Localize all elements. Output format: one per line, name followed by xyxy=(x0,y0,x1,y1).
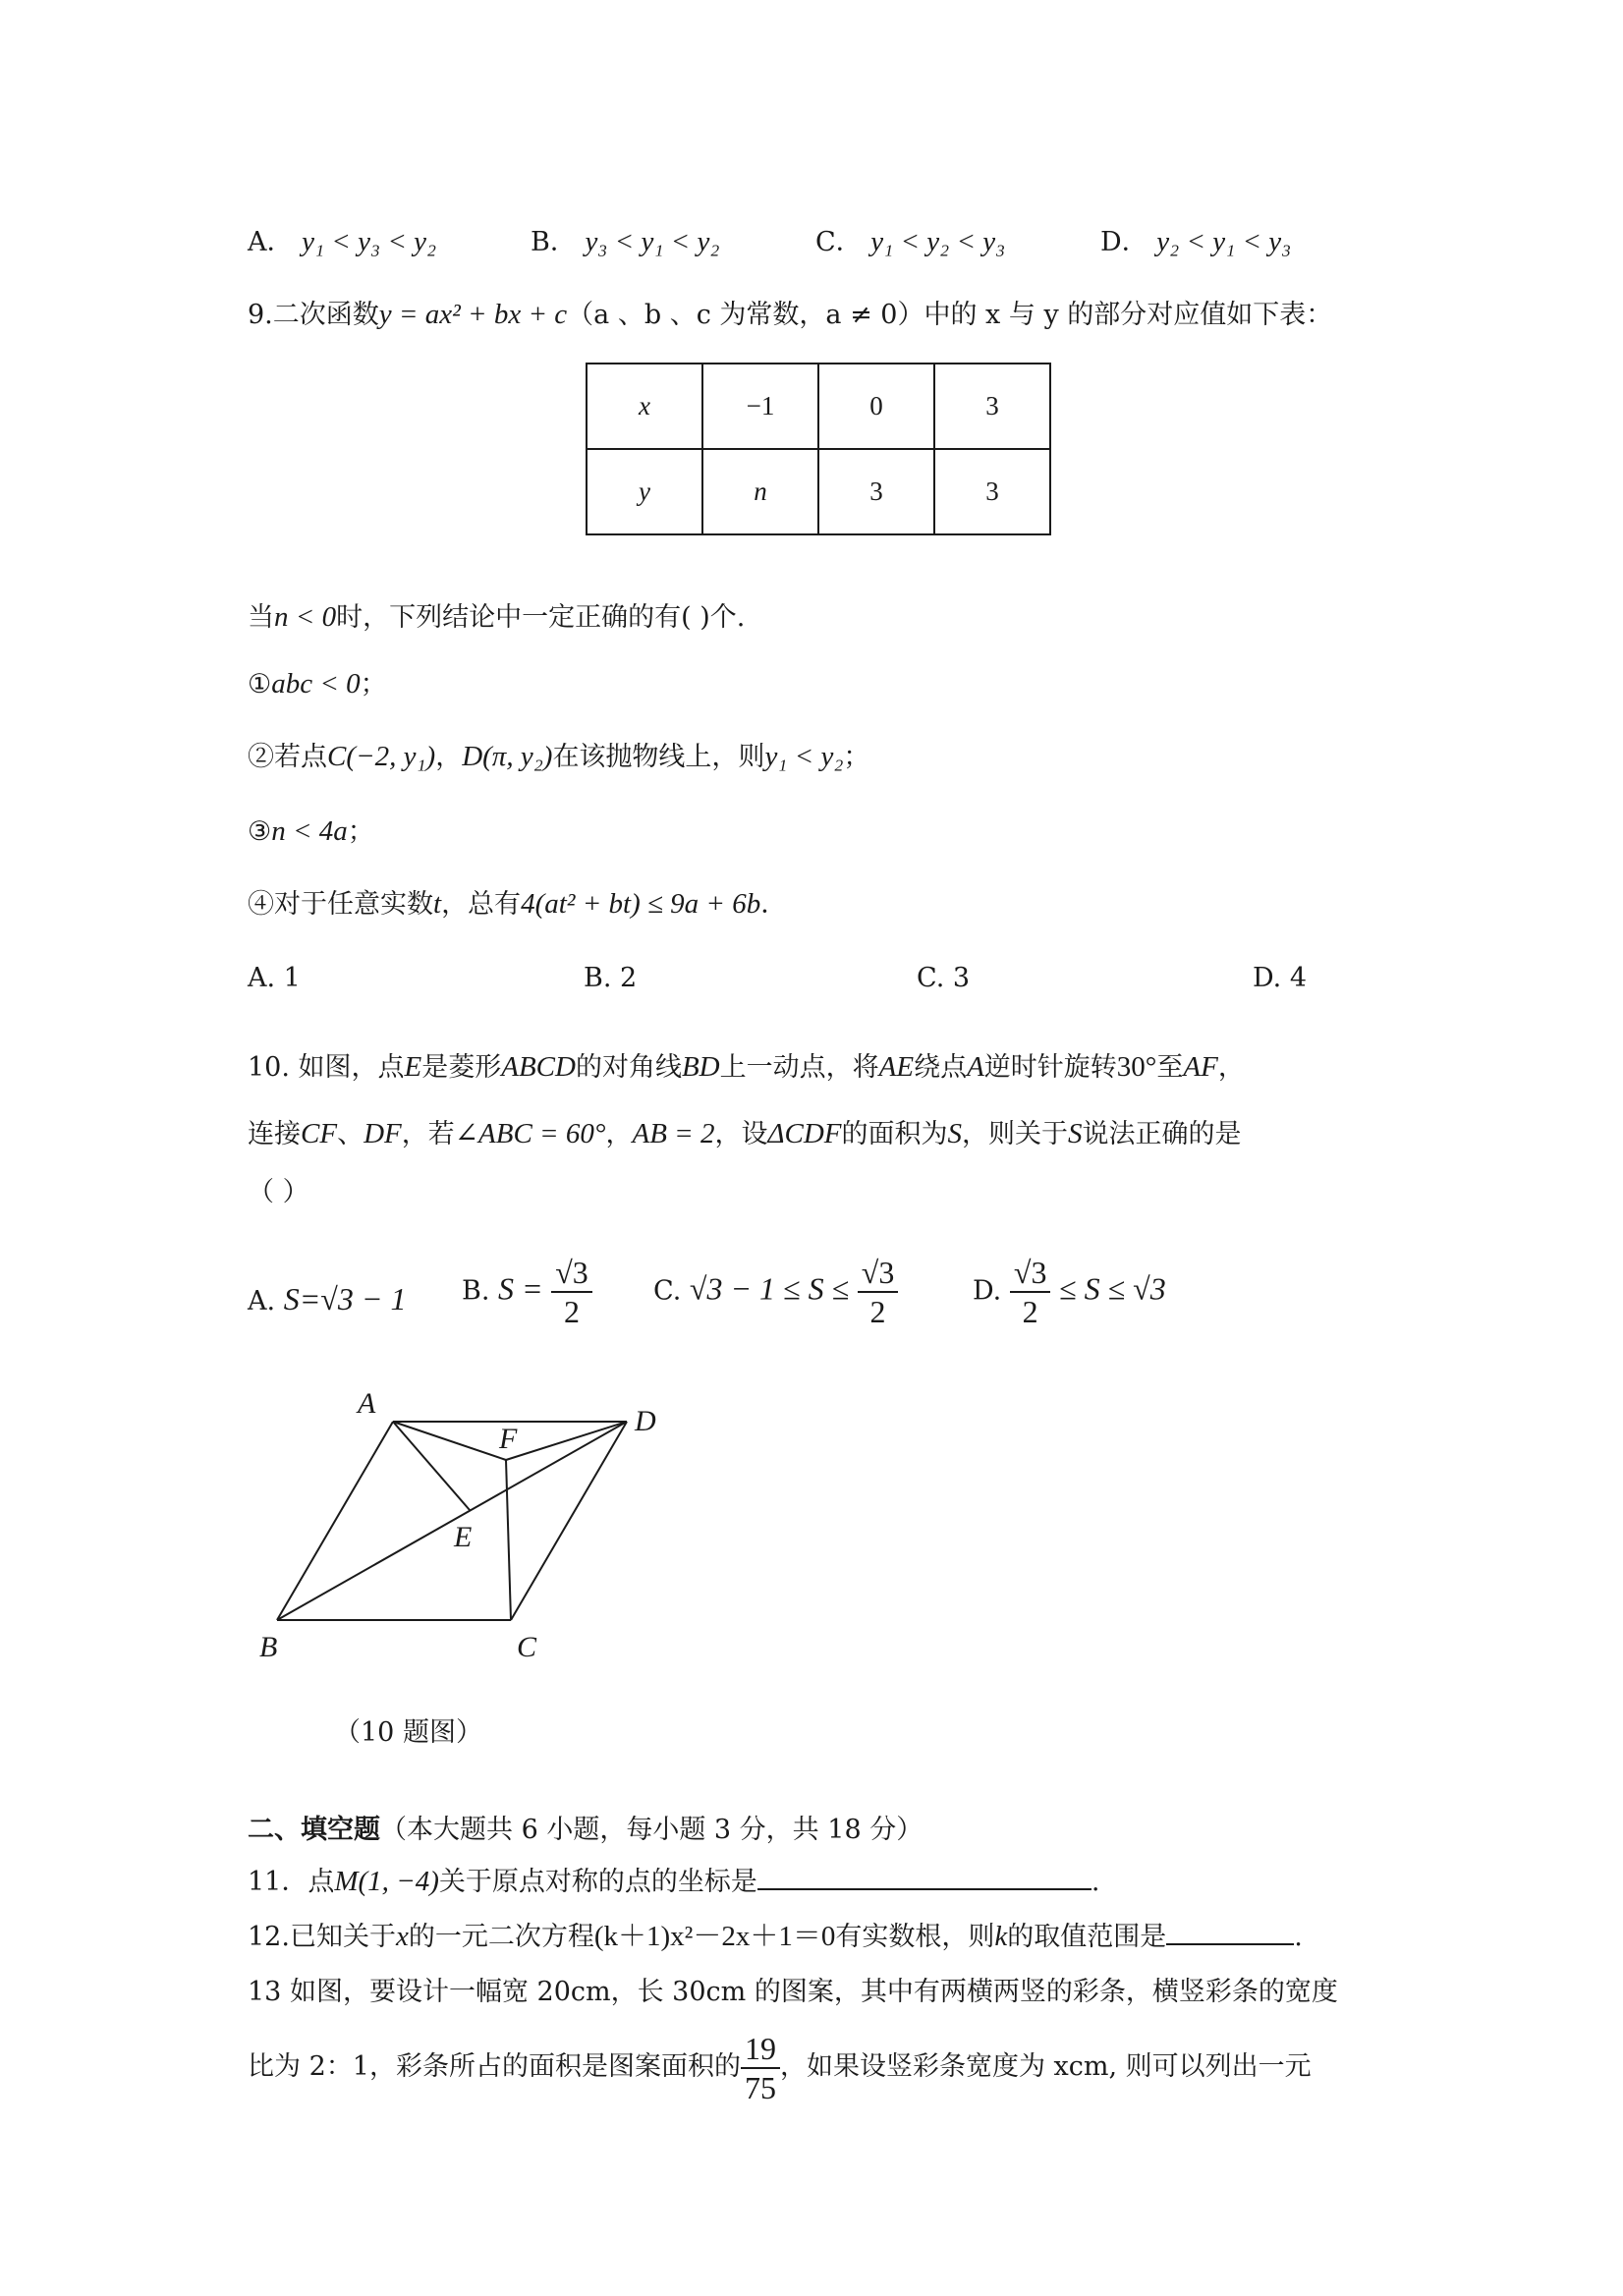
answer-blank xyxy=(757,1863,1091,1890)
q9-statement-4: ④对于任意实数t，总有4(at² + bt) ≤ 9a + 6b． xyxy=(248,888,788,920)
fraction: $\frac{√3}{2}$ xyxy=(1010,1254,1051,1330)
q8-option-d-expr: y₂ < y₁ < y₃ xyxy=(1156,226,1292,257)
table-cell: −1 xyxy=(702,364,818,449)
label-c: C xyxy=(517,1631,537,1663)
answer-blank xyxy=(1166,1918,1294,1945)
section-2-heading xyxy=(248,1813,923,1848)
q10-option-d: D. $\frac{√3}{2}$ ≤ S ≤ √3 xyxy=(973,1255,1166,1329)
q12: 12.已知关于x的一元二次方程(k＋1)x²－2x＋1＝0有实数根，则k的取值范围是 . xyxy=(248,1918,1303,1955)
table-cell: y xyxy=(587,449,702,534)
segment-fc xyxy=(506,1460,511,1620)
q9-function: y = ax² + bx + c xyxy=(378,299,568,330)
q9-statement-1: ①abc < 0； xyxy=(248,668,387,700)
q9-value-table xyxy=(586,363,1051,535)
q9-statement-2: ②若点C(−2, y₁)，D(π, y₂)在该抛物线上，则y₁ < y₂； xyxy=(248,741,870,772)
q13-line-2: 比为 2：1，彩条所占的面积是图案面积的 $\frac{19}{75}$ ，如果设竖彩条宽度为 xcm, 则可以列出一元 xyxy=(248,2030,1312,2105)
q9-option-c: C. 3 xyxy=(917,963,971,993)
label-b: B xyxy=(259,1631,278,1663)
table-row xyxy=(587,364,1050,449)
q8-option-d: D． y₂ < y₁ < y₃ xyxy=(1100,226,1292,257)
q13-line-1: 13 如图，要设计一幅宽 20cm，长 30cm 的图案，其中有两横两竖的彩条，横竖彩条的宽度 xyxy=(248,1977,1338,2007)
q8-option-a-expr: y₁ < y₃ < y₂ xyxy=(302,226,437,257)
label-f: F xyxy=(499,1423,518,1455)
table-row xyxy=(587,449,1050,534)
table-cell: n xyxy=(702,449,818,534)
q9-option-a: A. 1 xyxy=(248,963,301,993)
q8-option-b: B． y₃ < y₁ < y₂ xyxy=(531,226,720,257)
label-d: D xyxy=(635,1405,656,1437)
fraction: $\frac{√3}{2}$ xyxy=(858,1254,899,1330)
q10-line-1: 10. 如图，点E是菱形ABCD的对角线BD上一动点，将AE绕点A逆时针旋转30°至AF， xyxy=(248,1051,1245,1083)
q9-option-d: D. 4 xyxy=(1253,963,1308,993)
q9-option-b: B. 2 xyxy=(584,963,638,993)
table-cell: x xyxy=(587,364,702,449)
edge-ab xyxy=(277,1422,393,1620)
q10-answer-bracket: （ ） xyxy=(248,1177,309,1207)
rhombus-figure xyxy=(236,1375,688,1690)
q9-statement-3: ③n < 4a； xyxy=(248,815,374,847)
q8-option-c-expr: y₁ < y₂ < y₃ xyxy=(870,226,1006,257)
fraction: $\frac{19}{75}$ xyxy=(741,2030,780,2106)
table-cell: 3 xyxy=(934,364,1050,449)
table-cell: 3 xyxy=(934,449,1050,534)
label-e: E xyxy=(454,1521,473,1553)
q9-stem: 9.二次函数y = ax² + bx + c（a 、b 、c 为常数，a ≠ 0）中的 x 与 y 的部分对应值如下表： xyxy=(248,299,1333,330)
table-cell: 3 xyxy=(818,449,934,534)
section-2-title: 二、填空题 xyxy=(248,1815,380,1845)
diagonal-bd xyxy=(277,1422,627,1620)
q10-option-b: B. S = $\frac{√3}{2}$ xyxy=(462,1254,592,1330)
q9-condition: 当n < 0时，下列结论中一定正确的有( )个. xyxy=(248,601,746,633)
q10-option-a: A. S=√3 − 1 xyxy=(248,1281,407,1316)
q10-line-2: 连接CF、DF，若∠ABC = 60°，AB = 2，设ΔCDF的面积为S，则关于S说法正确的是 xyxy=(248,1118,1242,1149)
q8-option-c: C． y₁ < y₂ < y₃ xyxy=(815,226,1006,257)
table-cell: 0 xyxy=(818,364,934,449)
q10-option-c: C. √3 − 1 ≤ S ≤ $\frac{√3}{2}$ xyxy=(653,1254,898,1330)
figure-caption: （10 题图） xyxy=(334,1717,482,1748)
section-2-desc: （本大题共 6 小题，每小题 3 分，共 18 分） xyxy=(380,1815,923,1845)
q11: 11．点M(1, −4)关于原点对称的点的坐标是 . xyxy=(248,1863,1100,1900)
q8-option-a: A． y₁ < y₃ < y₂ xyxy=(248,226,437,257)
q8-option-b-expr: y₃ < y₁ < y₂ xyxy=(585,226,720,257)
edge-cd xyxy=(511,1422,627,1620)
label-a: A xyxy=(358,1387,376,1420)
fraction: $\frac{√3}{2}$ xyxy=(551,1254,592,1330)
